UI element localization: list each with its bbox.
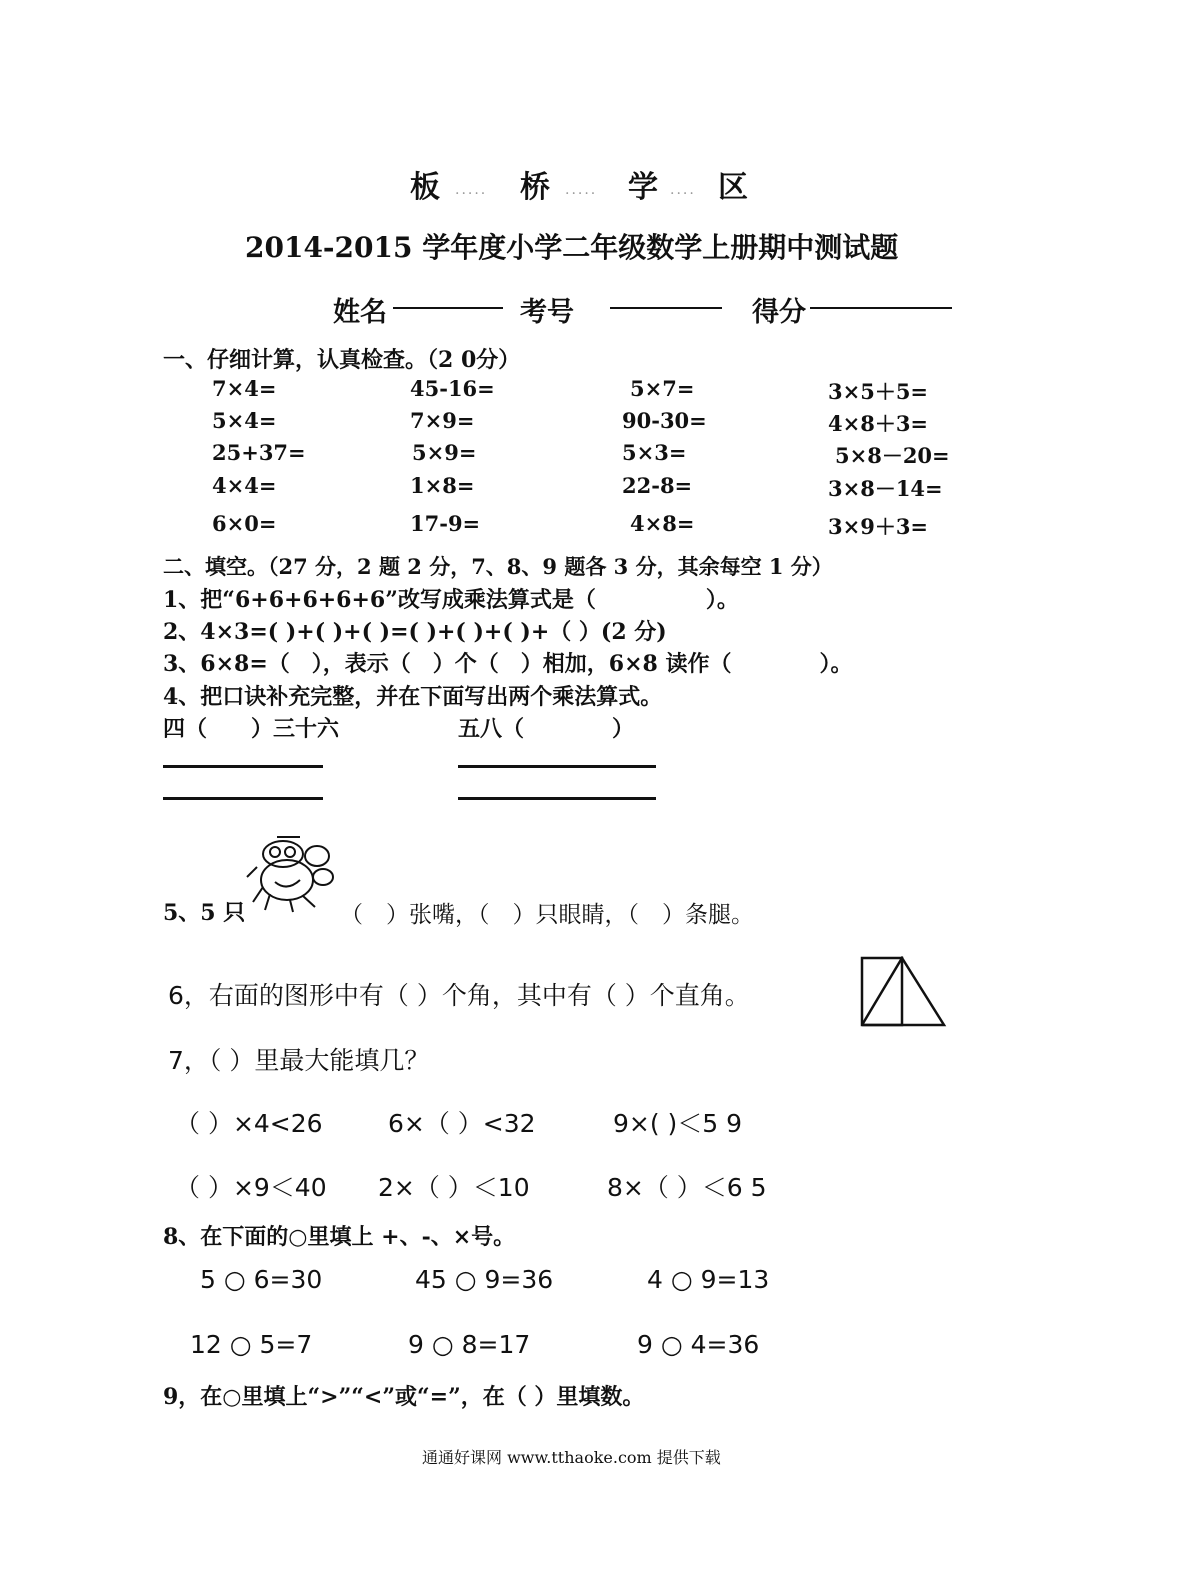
triangle-square-figure xyxy=(860,956,948,1028)
crab-illustration xyxy=(245,832,340,917)
page-title: 2014-2015 学年度小学二年级数学上册期中测试题 xyxy=(245,231,899,264)
score-label: 得分 xyxy=(752,297,806,328)
calc-item: 5×4= xyxy=(212,408,277,433)
question-1: 1、把“6+6+6+6+6”改写成乘法算式是（ ）。 xyxy=(163,587,739,613)
calc-item: 90-30= xyxy=(622,408,707,433)
footer-credit: 通通好课网 www.tthaoke.com 提供下载 xyxy=(422,1448,721,1467)
answer-line[interactable] xyxy=(458,797,656,800)
district-char-3: 学 xyxy=(628,170,658,205)
question-8-item: 9 ○ 8=17 xyxy=(408,1330,531,1359)
question-4-rhyme-a: 四（ ）三十六 xyxy=(163,716,340,742)
calc-item: 4×4= xyxy=(212,473,277,498)
district-dots: .... xyxy=(670,182,696,198)
calc-item: 22-8= xyxy=(622,473,693,498)
calc-item: 5×3= xyxy=(622,440,687,465)
calc-item: 6×0= xyxy=(212,511,277,536)
question-9: 9，在○里填上“>”“<”或“=”，在（ ）里填数。 xyxy=(163,1384,645,1410)
calc-item: 3×5＋5= xyxy=(828,379,929,404)
answer-line[interactable] xyxy=(163,765,323,768)
question-5: （ ）张嘴，（ ）只眼睛，（ ）条腿。 xyxy=(340,902,754,928)
question-6: 6，右面的图形中有（ ）个角，其中有（ ）个直角。 xyxy=(168,981,750,1010)
question-8-item: 9 ○ 4=36 xyxy=(637,1330,760,1359)
calc-item: 3×9＋3= xyxy=(828,514,929,539)
calc-item: 5×9= xyxy=(412,440,477,465)
calc-item: 4×8＋3= xyxy=(828,411,929,436)
calc-item: 5×7= xyxy=(630,376,695,401)
score-blank[interactable] xyxy=(810,307,952,309)
question-7: 7，（ ）里最大能填几？ xyxy=(168,1046,430,1075)
district-char-1: 板 xyxy=(410,170,440,205)
question-7-item: 9×( )＜5 9 xyxy=(613,1109,743,1138)
question-7-item: 8×（ ）＜6 5 xyxy=(607,1173,767,1202)
name-label: 姓名 xyxy=(333,297,387,328)
question-8-item: 4 ○ 9=13 xyxy=(647,1265,770,1294)
question-2: 2、4×3=( )+( )+( )=( )+( )+( )+（ ）(2 分) xyxy=(163,619,667,645)
answer-line[interactable] xyxy=(458,765,656,768)
section2-title: 二、填空。（27 分，2 题 2 分，7、8、9 题各 3 分，其余每空 1 分） xyxy=(163,554,833,579)
question-8-item: 45 ○ 9=36 xyxy=(415,1265,554,1294)
district-dots: ..... xyxy=(455,182,488,198)
district-dots: ..... xyxy=(565,182,598,198)
question-7-item: （ ）×9＜40 xyxy=(175,1173,327,1202)
calc-item: 3×8－14= xyxy=(828,476,943,501)
question-8: 8、在下面的○里填上 +、-、×号。 xyxy=(163,1224,516,1250)
calc-item: 25+37= xyxy=(212,440,306,465)
question-8-item: 5 ○ 6=30 xyxy=(200,1265,323,1294)
calc-item: 5×8－20= xyxy=(835,443,950,468)
calc-item: 7×4= xyxy=(212,376,277,401)
calc-item: 17-9= xyxy=(410,511,481,536)
number-blank[interactable] xyxy=(610,307,722,309)
question-4: 4、把口诀补充完整，并在下面写出两个乘法算式。 xyxy=(163,684,663,710)
district-char-4: 区 xyxy=(718,170,748,205)
question-8-item: 12 ○ 5=7 xyxy=(190,1330,313,1359)
calc-item: 1×8= xyxy=(410,473,475,498)
calc-item: 7×9= xyxy=(410,408,475,433)
number-label: 考号 xyxy=(520,297,574,328)
question-4-rhyme-b: 五八（ ） xyxy=(458,716,635,742)
calc-item: 45-16= xyxy=(410,376,495,401)
section1-title: 一、仔细计算，认真检查。（2 0分） xyxy=(163,347,521,373)
calc-item: 4×8= xyxy=(630,511,695,536)
district-char-2: 桥 xyxy=(520,170,550,205)
question-7-item: 2×（ ）＜10 xyxy=(378,1173,530,1202)
name-blank[interactable] xyxy=(393,307,503,309)
question-5-prefix: 5、5 只 xyxy=(163,900,246,926)
question-7-item: 6×（ ）<32 xyxy=(388,1109,536,1138)
question-3: 3、6×8=（ ），表示（ ）个（ ）相加，6×8 读作（ ）。 xyxy=(163,651,853,677)
answer-line[interactable] xyxy=(163,797,323,800)
question-7-item: （ ）×4<26 xyxy=(175,1109,323,1138)
